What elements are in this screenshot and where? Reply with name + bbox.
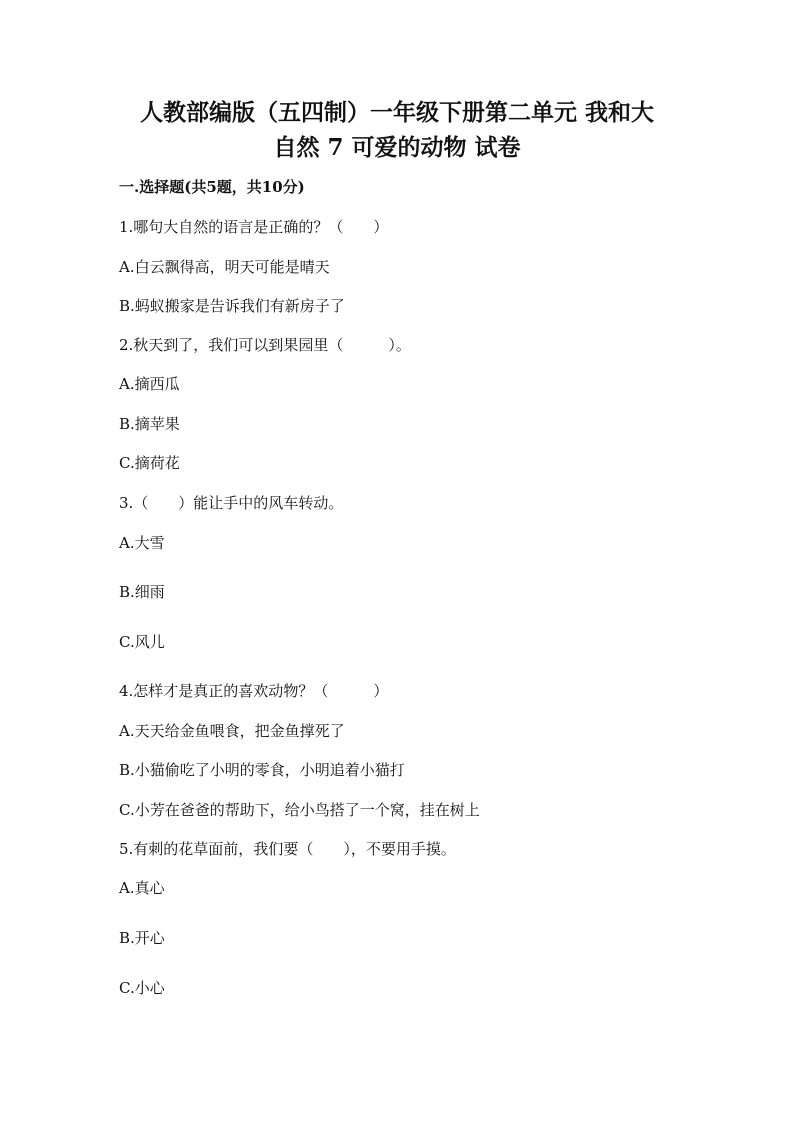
question-2-option-a: A.摘西瓜: [119, 375, 180, 393]
question-3-option-c: C.风儿: [119, 633, 165, 651]
question-3-option-b: B.细雨: [119, 583, 165, 601]
question-5-option-a: A.真心: [119, 879, 165, 897]
question-3-option-a: A.大雪: [119, 534, 165, 552]
question-5-option-b: B.开心: [119, 929, 165, 947]
title-line-1: 人教部编版（五四制）一年级下册第二单元 我和大: [139, 99, 654, 126]
question-4-option-b: B.小猫偷吃了小明的零食，小明追着小猫打: [119, 761, 405, 779]
question-1-option-b: B.蚂蚁搬家是告诉我们有新房子了: [119, 297, 345, 315]
question-5-stem: 5.有刺的花草面前，我们要（ ），不要用手摸。: [119, 840, 456, 858]
question-2-option-b: B.摘苹果: [119, 415, 180, 433]
question-4-option-c: C.小芳在爸爸的帮助下，给小鸟搭了一个窝，挂在树上: [119, 801, 480, 819]
question-3-stem: 3.（ ）能让手中的风车转动。: [119, 494, 344, 512]
question-4-option-a: A.天天给金鱼喂食，把金鱼撑死了: [119, 722, 345, 740]
page-title: [100, 95, 694, 165]
question-4-stem: 4.怎样才是真正的喜欢动物？（ ）: [119, 682, 389, 700]
question-1-option-a: A.白云飘得高，明天可能是晴天: [119, 258, 330, 276]
title-line-2: 自然 7 可爱的动物 试卷: [273, 134, 521, 161]
section-heading: 一.选择题(共5题，共10分): [119, 178, 305, 196]
question-2-option-c: C.摘荷花: [119, 454, 180, 472]
question-2-stem: 2.秋天到了，我们可以到果园里（ ）。: [119, 336, 411, 354]
question-1-stem: 1.哪句大自然的语言是正确的？（ ）: [119, 218, 389, 236]
question-5-option-c: C.小心: [119, 979, 165, 997]
